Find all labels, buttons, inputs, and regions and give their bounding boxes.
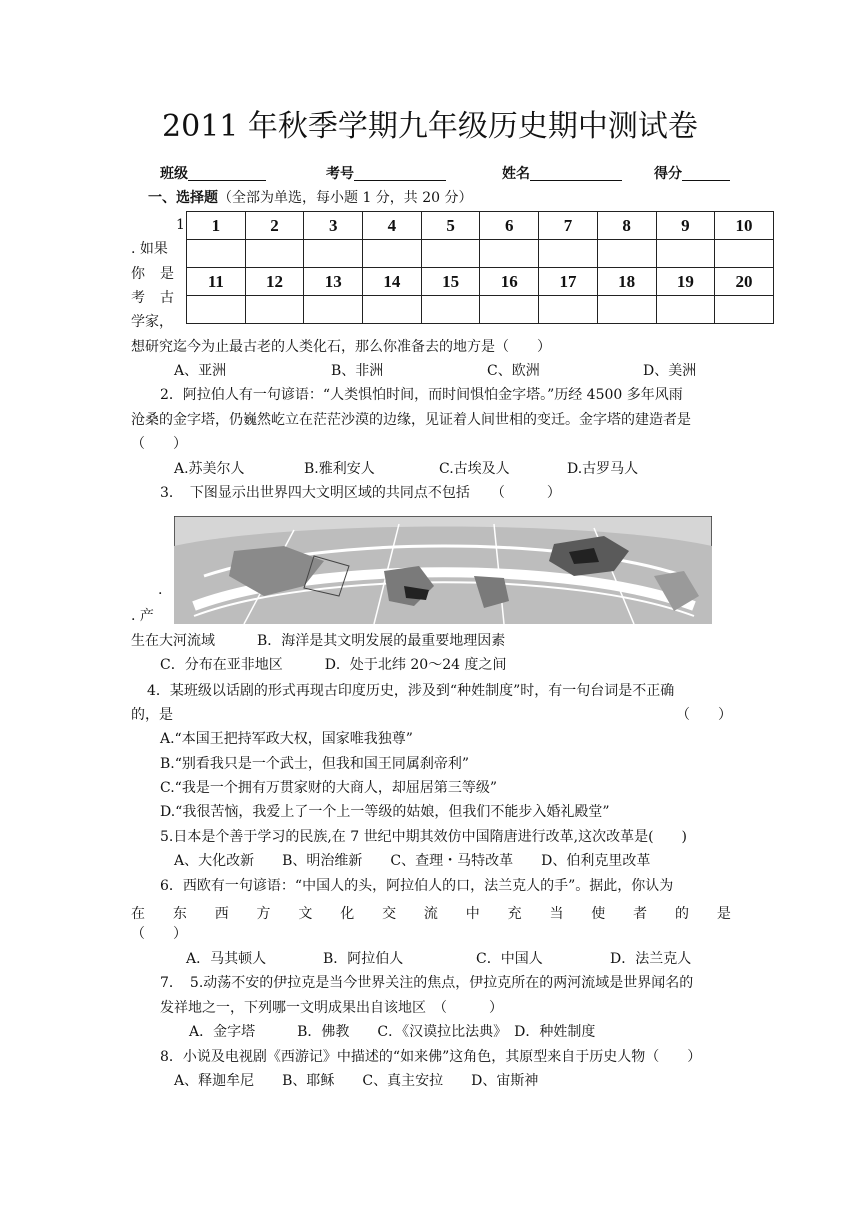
answer-blank-row: [187, 296, 774, 324]
answer-cell[interactable]: [363, 240, 422, 268]
q1-side-line: 古: [160, 290, 174, 306]
section1-heading: [148, 191, 473, 205]
class-label: 班级: [160, 166, 188, 182]
exam-no-label: 考号: [326, 166, 354, 182]
name-field: [502, 166, 622, 181]
section1-note: （全部为单选，每小题 1 分，共 20 分）: [218, 190, 473, 206]
q1-option: B、非洲: [331, 363, 384, 379]
score-label: 得分: [654, 166, 682, 182]
q1-side-line: 1: [176, 217, 185, 233]
answer-number: 4: [363, 212, 422, 240]
answer-cell[interactable]: [421, 296, 480, 324]
q1-option: C、欧洲: [487, 363, 540, 379]
q2-line: 沧桑的金字塔，仍巍然屹立在茫茫沙漠的边缘，见证着人间世相的变迁。金字塔的建造者是: [131, 412, 691, 428]
q6-char: 充: [507, 906, 522, 922]
score-field: [654, 166, 730, 181]
exam-title: 2011 年秋季学期九年级历史期中测试卷: [162, 109, 698, 144]
q1-side-line: . 如果: [131, 241, 168, 257]
q4-option: D.“我很苦恼，我爱上了一个上一等级的姑娘，但我们不能步入婚礼殿堂”: [160, 804, 610, 820]
q7-line: 发祥地之一，下列哪一文明成果出自该地区 （ ）: [160, 1000, 503, 1016]
answer-cell[interactable]: [715, 240, 774, 268]
q3-mark: . 产: [131, 608, 154, 624]
q6-char: 在: [131, 906, 145, 922]
answer-number: 5: [421, 212, 480, 240]
answer-number: 11: [187, 268, 246, 296]
score-blank[interactable]: [682, 166, 730, 181]
q4-paren: （ ）: [676, 707, 732, 723]
section1-title: 一、选择题: [148, 190, 218, 206]
exam-no-field: [326, 166, 446, 181]
answer-number: 7: [539, 212, 598, 240]
answer-cell[interactable]: [187, 296, 246, 324]
answer-number: 14: [363, 268, 422, 296]
answer-number: 13: [304, 268, 363, 296]
q1-option: D、美洲: [643, 363, 697, 379]
answer-cell[interactable]: [480, 296, 539, 324]
q6-line: 6．西欧有一句谚语：“中国人的头，阿拉伯人的口，法兰克人的手”。据此，你认为: [160, 878, 674, 894]
answer-cell[interactable]: [245, 296, 304, 324]
q5-options: A、大化改新 B、明治维新 C、查理・马特改革 D、伯利克里改革: [174, 853, 651, 869]
q4-option: C.“我是一个拥有万贯家财的大商人，却屈居第三等级”: [160, 780, 497, 796]
answer-cell[interactable]: [304, 296, 363, 324]
q3-line: C．分布在亚非地区 D．处于北纬 20～24 度之间: [160, 657, 507, 673]
q6-char: 交: [382, 906, 397, 922]
q6-char: 是: [716, 906, 731, 922]
q6-justified-line: [131, 903, 731, 923]
q5-stem: 5.日本是个善于学习的民族,在 7 世纪中期其效仿中国隋唐进行改革,这次改革是( ): [160, 829, 687, 845]
q2-option: C.古埃及人: [439, 461, 510, 477]
answer-number: 12: [245, 268, 304, 296]
q6-option: C．中国人: [476, 951, 543, 967]
answer-cell[interactable]: [539, 296, 598, 324]
answer-cell[interactable]: [597, 240, 656, 268]
answer-blank-row: [187, 240, 774, 268]
answer-number: 2: [245, 212, 304, 240]
answer-number: 9: [656, 212, 715, 240]
q1-side-line: 是: [160, 266, 174, 282]
answer-cell[interactable]: [245, 240, 304, 268]
answer-number: 16: [480, 268, 539, 296]
answer-cell[interactable]: [715, 296, 774, 324]
class-blank[interactable]: [188, 166, 266, 181]
q6-char: 流: [423, 906, 438, 922]
q2-line: （ ）: [131, 436, 187, 452]
q6-char: 使: [591, 906, 606, 922]
q6-option: A．马其顿人: [186, 951, 267, 967]
answer-number-row: [187, 268, 774, 296]
civilizations-map: [174, 516, 712, 624]
answer-number: 20: [715, 268, 774, 296]
q6-char: 者: [633, 906, 648, 922]
q3-stem: 3． 下图显示出世界四大文明区域的共同点不包括 （ ）: [160, 485, 561, 501]
q6-char: 的: [674, 906, 689, 922]
answer-cell[interactable]: [656, 240, 715, 268]
q8-stem: 8．小说及电视剧《西游记》中描述的“如来佛”这角色，其原型来自于历史人物（ ）: [160, 1049, 702, 1065]
q6-option: D．法兰克人: [610, 951, 692, 967]
name-label: 姓名: [502, 166, 530, 182]
q4-option: A.“本国王把持军政大权，国家唯我独尊”: [160, 731, 413, 747]
q6-char: 中: [465, 906, 480, 922]
q6-char: 当: [549, 906, 564, 922]
answer-number: 10: [715, 212, 774, 240]
q1-stem: 想研究迄今为止最古老的人类化石，那么你准备去的地方是（ ）: [131, 339, 551, 355]
q1-side-line: 考: [131, 290, 145, 306]
q1-side-line: 你: [131, 266, 145, 282]
q4-line: 4．某班级以话剧的形式再现古印度历史，涉及到“种姓制度”时，有一句台词是不正确: [147, 683, 675, 699]
answer-number: 15: [421, 268, 480, 296]
q2-option: A.苏美尔人: [174, 461, 245, 477]
q6-char: 文: [298, 906, 313, 922]
q2-line: 2．阿拉伯人有一句谚语：“人类惧怕时间，而时间惧怕金字塔。”历经 4500 多年风雨: [160, 387, 683, 403]
answer-number: 18: [597, 268, 656, 296]
q6-char: 东: [172, 906, 187, 922]
q6-line: （ ）: [131, 926, 187, 942]
answer-number: 6: [480, 212, 539, 240]
q3-line: 生在大河流域 B．海洋是其文明发展的最重要地理因素: [131, 633, 506, 649]
q7-options: A．金字塔 B．佛教 C．《汉谟拉比法典》 D．种姓制度: [189, 1024, 596, 1040]
answer-cell[interactable]: [363, 296, 422, 324]
answer-number-row: [187, 212, 774, 240]
answer-cell[interactable]: [421, 240, 480, 268]
class-field: [160, 166, 266, 181]
q1-option: A、亚洲: [174, 363, 227, 379]
name-blank[interactable]: [530, 166, 622, 181]
exam-no-blank[interactable]: [354, 166, 446, 181]
answer-cell[interactable]: [539, 240, 598, 268]
q2-option: B.雅利安人: [304, 461, 375, 477]
answer-number: 3: [304, 212, 363, 240]
q7-line: 7． 5.动荡不安的伊拉克是当今世界关注的焦点，伊拉克所在的两河流域是世界闻名的: [160, 975, 694, 991]
q3-mark: .: [158, 582, 163, 598]
answer-number: 8: [597, 212, 656, 240]
q6-char: 西: [214, 906, 229, 922]
answer-number: 19: [656, 268, 715, 296]
answer-number: 17: [539, 268, 598, 296]
q4-option: B.“别看我只是一个武士，但我和国王同属刹帝利”: [160, 756, 470, 772]
q1-side-line: 学家，: [131, 314, 173, 330]
answer-cell[interactable]: [597, 296, 656, 324]
answer-cell[interactable]: [304, 240, 363, 268]
q8-options: A、释迦牟尼 B、耶稣 C、真主安拉 D、宙斯神: [174, 1073, 539, 1089]
q4-line: 的，是: [131, 707, 173, 723]
q6-char: 化: [340, 906, 355, 922]
answer-cell[interactable]: [480, 240, 539, 268]
q6-char: 方: [256, 906, 271, 922]
answer-cell[interactable]: [187, 240, 246, 268]
answer-number: 1: [187, 212, 246, 240]
answer-table: [186, 211, 774, 324]
answer-cell[interactable]: [656, 296, 715, 324]
q2-option: D.古罗马人: [567, 461, 639, 477]
q6-option: B．阿拉伯人: [323, 951, 404, 967]
